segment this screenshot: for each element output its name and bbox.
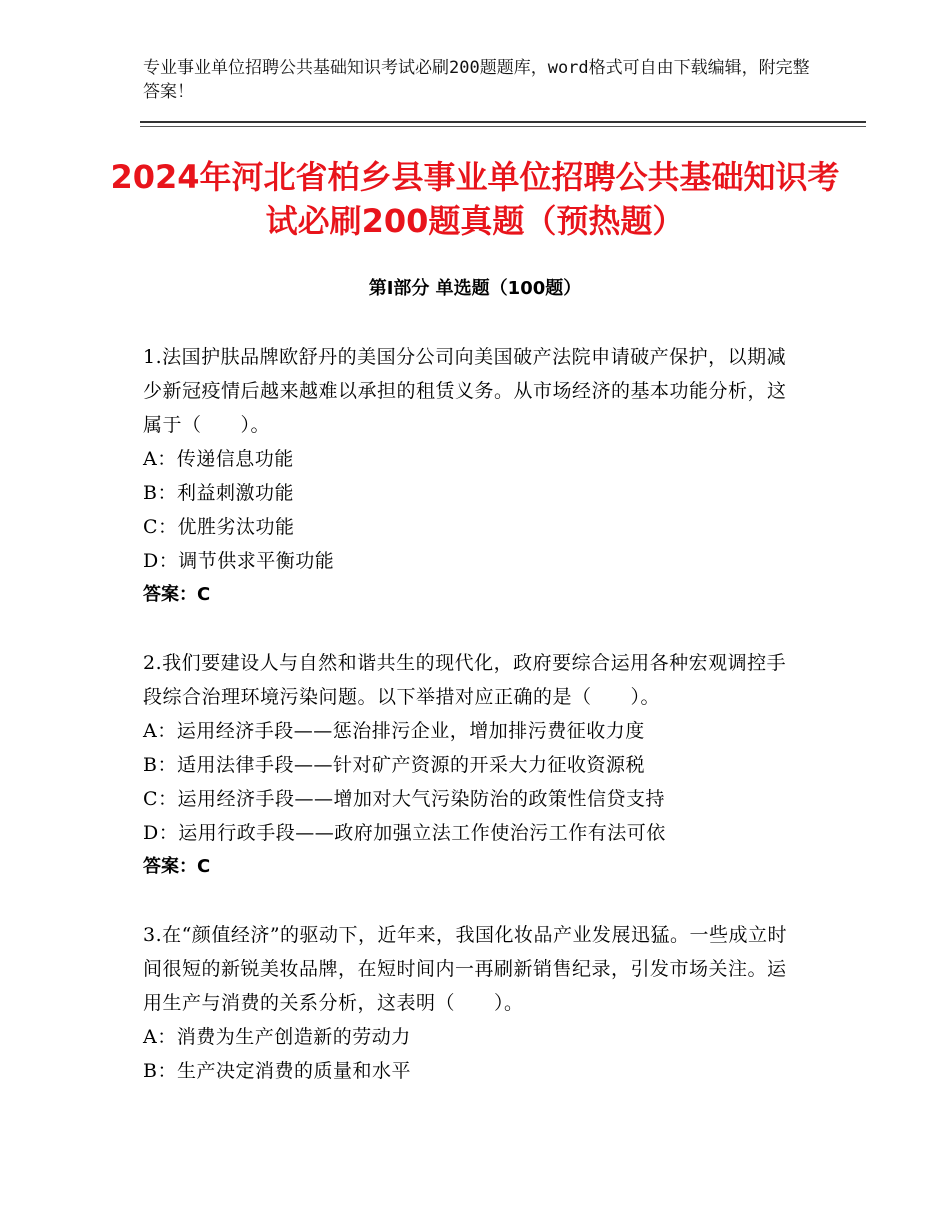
section-heading: 第Ⅰ部分 单选题（100题）: [368, 278, 582, 299]
question-3: [143, 918, 803, 1088]
question-stem: 2.我们要建设人与自然和谐共生的现代化，政府要综合运用各种宏观调控手段综合治理环境污染问题。以下举措对应正确的是（ ）。: [143, 652, 787, 708]
option-b: B：适用法律手段——针对矿产资源的开采大力征收资源税: [143, 754, 645, 776]
option-a: A：运用经济手段——惩治排污企业，增加排污费征收力度: [143, 720, 645, 742]
question-list: [143, 340, 803, 1122]
option-c: C：运用经济手段——增加对大气污染防治的政策性信贷支持: [143, 788, 666, 810]
option-a: A：传递信息功能: [143, 448, 294, 470]
answer: 答案：C: [143, 584, 211, 605]
option-c: C：优胜劣汰功能: [143, 516, 295, 538]
question-1: [143, 340, 803, 612]
answer: 答案：C: [143, 856, 211, 877]
document-title: 2024年河北省柏乡县事业单位招聘公共基础知识考试必刷200题真题（预热题）: [110, 158, 840, 240]
option-a: A：消费为生产创造新的劳动力: [143, 1026, 411, 1048]
option-d: D：调节供求平衡功能: [143, 550, 335, 572]
header-note: 专业事业单位招聘公共基础知识考试必刷200题题库，word格式可自由下载编辑，附完整答案！: [143, 58, 810, 102]
option-d: D：运用行政手段——政府加强立法工作使治污工作有法可依: [143, 822, 666, 844]
question-2: [143, 646, 803, 884]
question-stem: 3.在“颜值经济”的驱动下，近年来，我国化妆品产业发展迅猛。一些成立时间很短的新锐美妆品牌，在短时间内一再刷新销售纪录，引发市场关注。运用生产与消费的关系分析，这表明（ ）。: [143, 924, 788, 1014]
header-rule: [140, 121, 866, 123]
header-rule-thin: [140, 126, 866, 127]
option-b: B：生产决定消费的质量和水平: [143, 1060, 411, 1082]
option-b: B：利益刺激功能: [143, 482, 294, 504]
question-stem: 1.法国护肤品牌欧舒丹的美国分公司向美国破产法院申请破产保护，以期减少新冠疫情后越来越难以承担的租赁义务。从市场经济的基本功能分析，这属于（ ）。: [143, 346, 787, 436]
